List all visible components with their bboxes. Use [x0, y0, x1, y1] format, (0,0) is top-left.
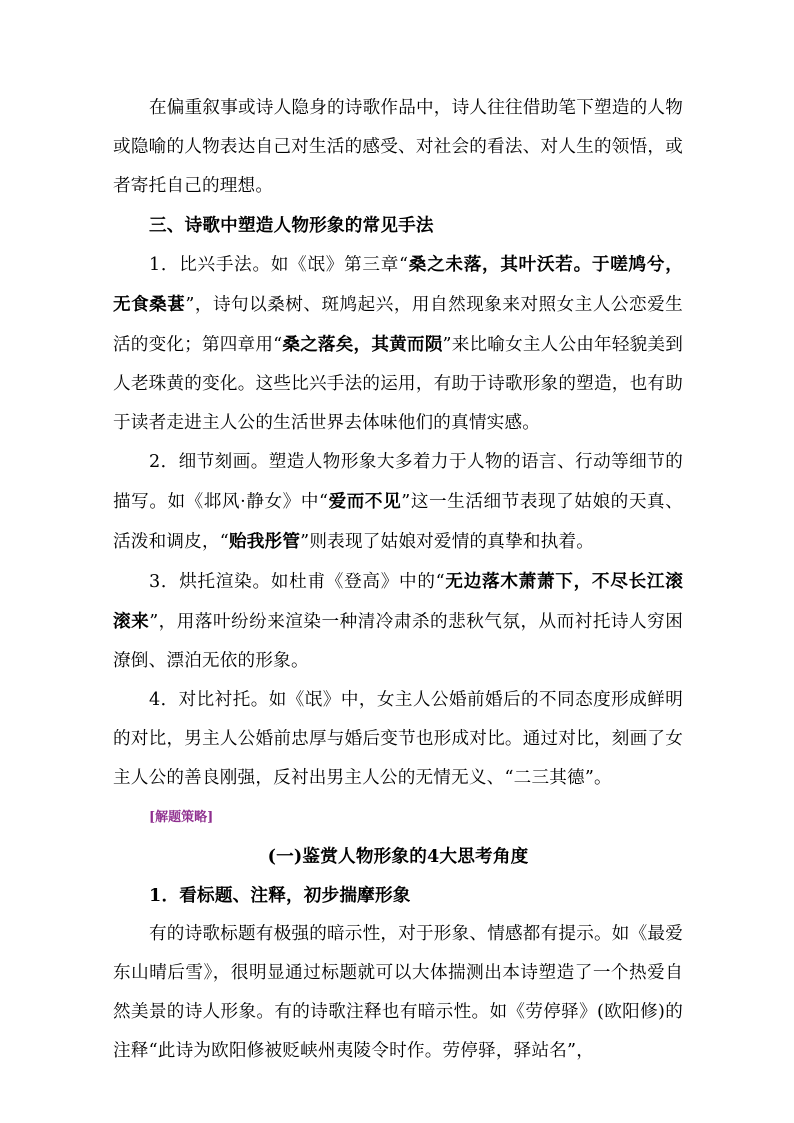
item2-quote2: 贻我彤管 [228, 531, 301, 552]
section-heading: 三、诗歌中塑造人物形象的常见手法 [149, 215, 434, 236]
strategy-tag: [解题策略] [149, 810, 214, 825]
item3-tail: ”，用落叶纷纷来渲染一种清冷肃杀的悲秋气氛，从而衬托诗人穷困潦倒、漂泊无依的形象。 [113, 612, 683, 671]
point1-heading: 1．看标题、注释，初步揣摩形象 [149, 885, 411, 906]
item2-mid: ”这一生活细节表现了姑娘的天真、活泼和调皮，“ [113, 492, 683, 552]
item4-paragraph: 4．对比衬托。如《氓》中，女主人公婚前婚后的不同态度形成鲜明的对比，男主人公婚前忠厚与婚后变节也形成对比。通过对比，刻画了女主人公的善良刚强，反衬出男主人公的无情无义、“二三其德”。 [113, 690, 683, 788]
item3-paragraph [113, 562, 683, 681]
item3-lead: 3．烘托渲染。如杜甫《登高》中的“ [149, 572, 445, 592]
item1-mid: ”，诗句以桑树、斑鸠起兴，用自然现象来对照女主人公恋爱生活的变化；第四章用“ [113, 295, 683, 355]
item1-quote2: 桑之落矣，其黄而陨 [282, 334, 443, 355]
document-body [113, 89, 683, 1071]
item1-lead: 1．比兴手法。如《氓》第三章“ [149, 255, 409, 275]
item2-tail: ”则表现了姑娘对爱情的真挚和执着。 [300, 532, 595, 552]
intro-paragraph: 在偏重叙事或诗人隐身的诗歌作品中，诗人往往借助笔下塑造的人物或隐喻的人物表达自己对生活的感受、对社会的看法、对人生的领悟，或者寄托自己的理想。 [113, 98, 683, 196]
item2-lead: 2．细节刻画。塑造人物形象大多着力于人物的语言、行动等细节的描写。如《邶风·静女》中“ [113, 452, 683, 512]
item1-tail: ”来比喻女主人公由年轻貌美到人老珠黄的变化。这些比兴手法的运用，有助于诗歌形象的塑造，也有助于读者走进主人公的生活世界去体味他们的真情实感。 [113, 335, 684, 433]
subtitle: (一)鉴赏人物形象的4大思考角度 [267, 846, 529, 867]
item1-quote1: 桑之未落，其叶沃若。于嗟鸠兮，无食桑葚 [113, 254, 683, 315]
point1-paragraph: 有的诗歌标题有极强的暗示性，对于形象、情感都有提示。如《最爱东山晴后雪》，很明显通过标题就可以大体揣测出本诗塑造了一个热爱自然美景的诗人形象。有的诗歌注释也有暗示性。如《劳停驿》(欧阳修)的注释“此诗为欧阳修被贬峡州夷陵令时作。劳停驿，驿站名”， [113, 924, 683, 1061]
item2-quote1: 爱而不见 [328, 491, 402, 512]
item3-quote1: 无边落木萧萧下，不尽长江滚滚来 [113, 571, 683, 632]
item2-paragraph [113, 443, 683, 562]
item1-paragraph [113, 245, 683, 443]
